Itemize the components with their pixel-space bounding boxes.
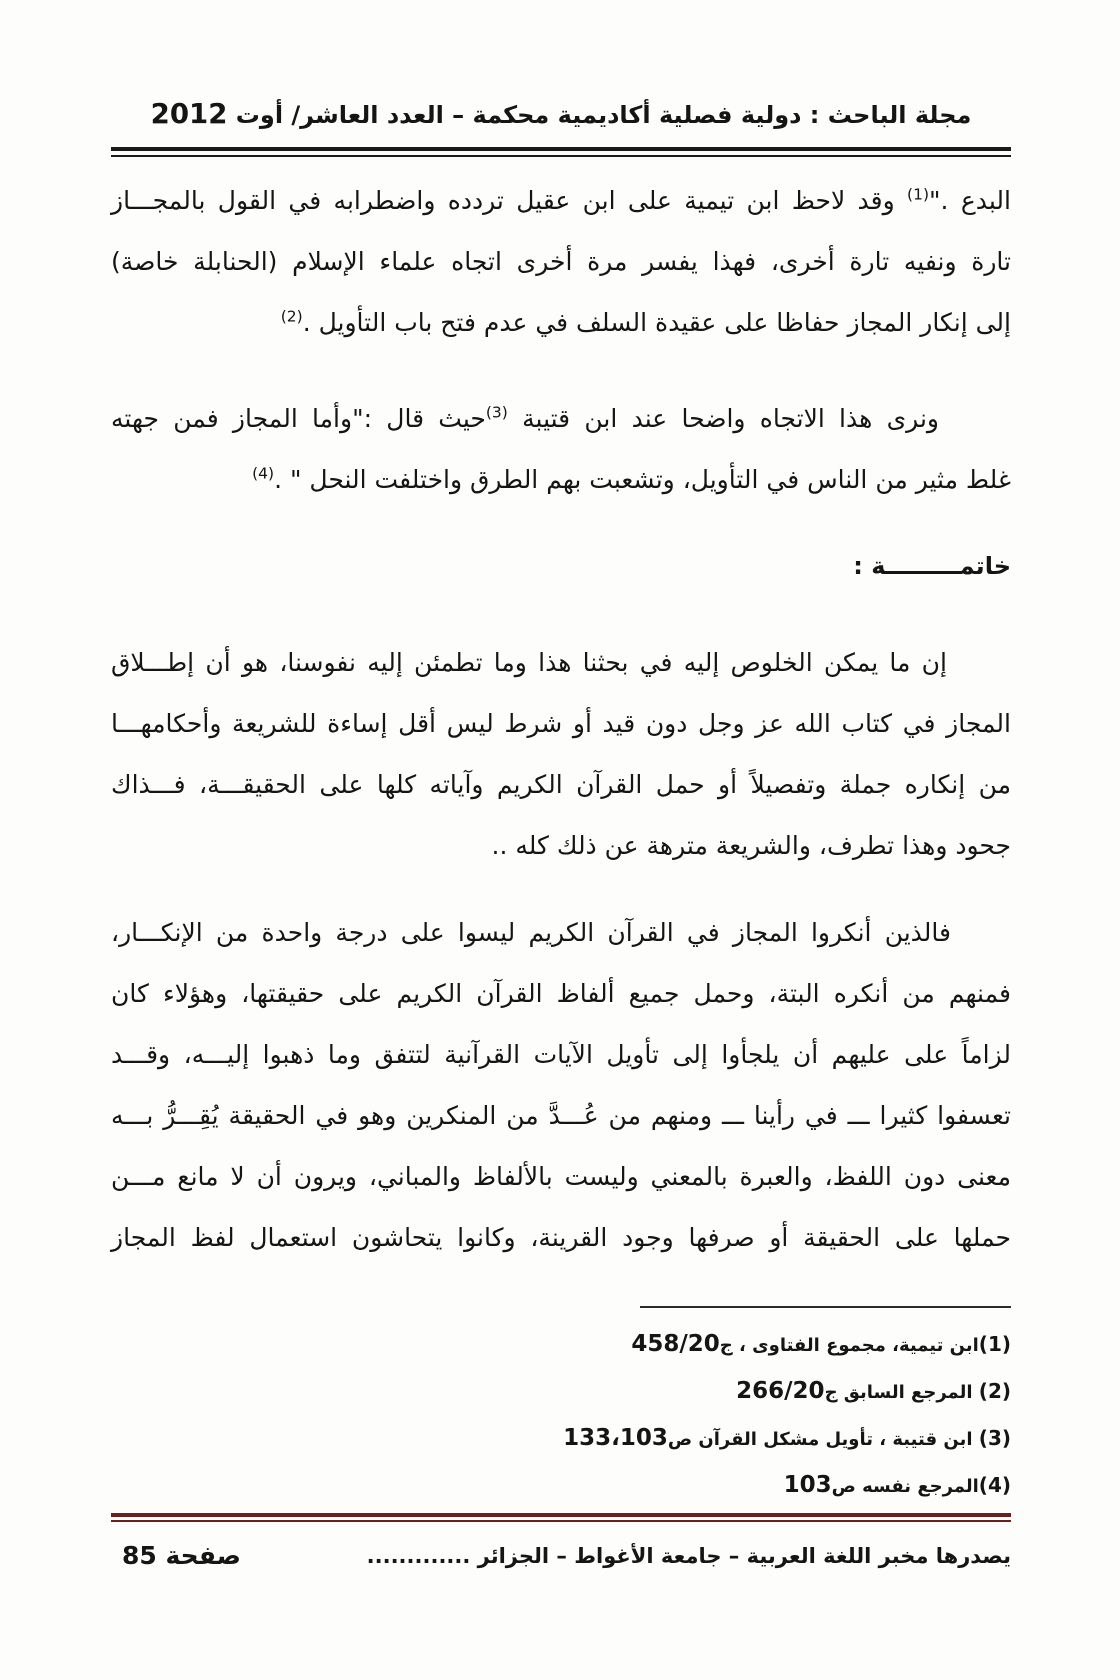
footnote-ref-3: (3) [485,403,508,422]
section-heading: خاتمـــــــــة : [853,552,1011,580]
footnote-separator [640,1306,1011,1308]
page-label: صفحة [165,1541,241,1570]
footer-rule-thin [111,1520,1011,1522]
paragraph-4-line-6: حملها على الحقيقة أو صرفها وجود القرينة، وكانوا يتحاشون استعمال لفظ المجاز [111,1223,1011,1252]
page-number [122,1536,241,1576]
footnote-2 [111,1368,1011,1415]
article-body [111,170,1011,1268]
footnote-marker: (1) [978,1332,1011,1356]
paragraph-4-line-3: لزاماً على عليهم أن يلجأوا إلى تأويل الآيات القرآنية لتتفق وما ذهبوا إليـــه، وقـــد [111,1040,1011,1069]
footnote-text: ابن قتيبة ، تأويل مشكل القرآن ص [667,1429,979,1450]
footnote-reference: 458/20 [631,1331,720,1357]
line-text: إلى إنكار المجاز حفاظا على عقيدة السلف في عدم فتح باب التأويل . [302,308,1011,337]
paragraph-4 [111,902,1011,1268]
line-text: البدع ." [929,186,1011,215]
paragraph-3 [111,632,1011,876]
line-text: ونرى هذا الاتجاه واضحا عند ابن قتيبة [507,404,939,433]
paragraph-1-line-3 [111,292,1011,353]
footnote-reference: 266/20 [736,1378,825,1404]
paragraph-4-line-1: فالذين أنكروا المجاز في القرآن الكريم ليسوا على درجة واحدة من الإنكـــار، [111,918,951,947]
footnote-reference: 103 [783,1472,832,1498]
footnote-4 [111,1462,1011,1509]
paragraph-4-line-4: تعسفوا كثيرا ـــ في رأينا ـــ ومنهم من عُـــدَّ من المنكرين وهو في الحقيقة يُقِـــرُّ بـــه [111,1101,1011,1130]
footnote-ref-2: (2) [280,307,303,326]
paragraph-3-line-3: من إنكاره جملة وتفصيلاً أو حمل القرآن الكريم وآياته كلها على الحقيقـــة، فـــذاك [111,770,1011,799]
journal-title: مجلة الباحث : دولية فصلية أكاديمية محكمة – العدد العاشر/ أوت [227,101,972,129]
footnote-ref-1: (1) [907,185,930,204]
paragraph-2 [111,388,1011,510]
footnote-marker: (2) [978,1379,1011,1403]
line-text: غلط مثير من الناس في التأويل، وتشعبت بهم الطرق واختلفت النحل " . [274,465,1011,494]
footnote-marker: (4) [978,1473,1011,1497]
footnote-text: ابن تيمية، مجموع الفتاوى ، ج [719,1335,979,1356]
line-text: حيث قال :"وأما المجاز فمن جهته [111,404,486,433]
paragraph-2-line-1 [111,388,1011,449]
paragraph-1-line-2: تارة ونفيه تارة أخرى، فهذا يفسر مرة أخرى اتجاه علماء الإسلام (الحنابلة خاصة) [111,247,1011,276]
footer-publisher: يصدرها مخبر اللغة العربية – جامعة الأغواط – الجزائر ............. [366,1544,1011,1568]
journal-header [111,90,1011,138]
header-rule-thick [111,147,1011,151]
paragraph-4-line-2: فمنهم من أنكره البتة، وحمل جميع ألفاظ القرآن الكريم على حقيقتها، وهؤلاء كان [111,979,1011,1008]
paragraph-3-line-4: جحود وهذا تطرف، والشريعة مترهة عن ذلك كله .. [491,831,1011,860]
footnote-ref-4: (4) [252,464,275,483]
issue-year: 2012 [150,97,228,130]
header-rule-thin [111,155,1011,157]
footnote-reference: 133،103 [563,1425,668,1451]
paragraph-2-line-2 [111,449,1011,510]
footnotes [111,1321,1011,1509]
footnote-text: المرجع نفسه ص [831,1476,979,1497]
footnote-marker: (3) [978,1426,1011,1450]
paragraph-4-line-5: معنى دون اللفظ، والعبرة بالمعني وليست بالألفاظ والمباني، ويرون أن لا مانع مـــن [111,1162,1011,1191]
paragraph-3-line-2: المجاز في كتاب الله عز وجل دون قيد أو شرط ليس أقل إساءة للشريعة وأحكامهـــا [111,709,1011,738]
footnote-1 [111,1321,1011,1368]
paragraph-1 [111,170,1011,353]
line-text: وقد لاحظ ابن تيمية على ابن عقيل تردده واضطرابه في القول بالمجـــاز [111,186,908,215]
footnote-text: المرجع السابق ج [824,1382,979,1403]
footnote-3 [111,1415,1011,1462]
footer-rule-thick [111,1513,1011,1517]
paragraph-1-line-1 [111,170,1011,231]
page-number-value: 85 [122,1541,157,1570]
paragraph-3-line-1: إن ما يمكن الخلوص إليه في بحثنا هذا وما تطمئن إليه نفوسنا، هو أن إطـــلاق [111,648,947,677]
